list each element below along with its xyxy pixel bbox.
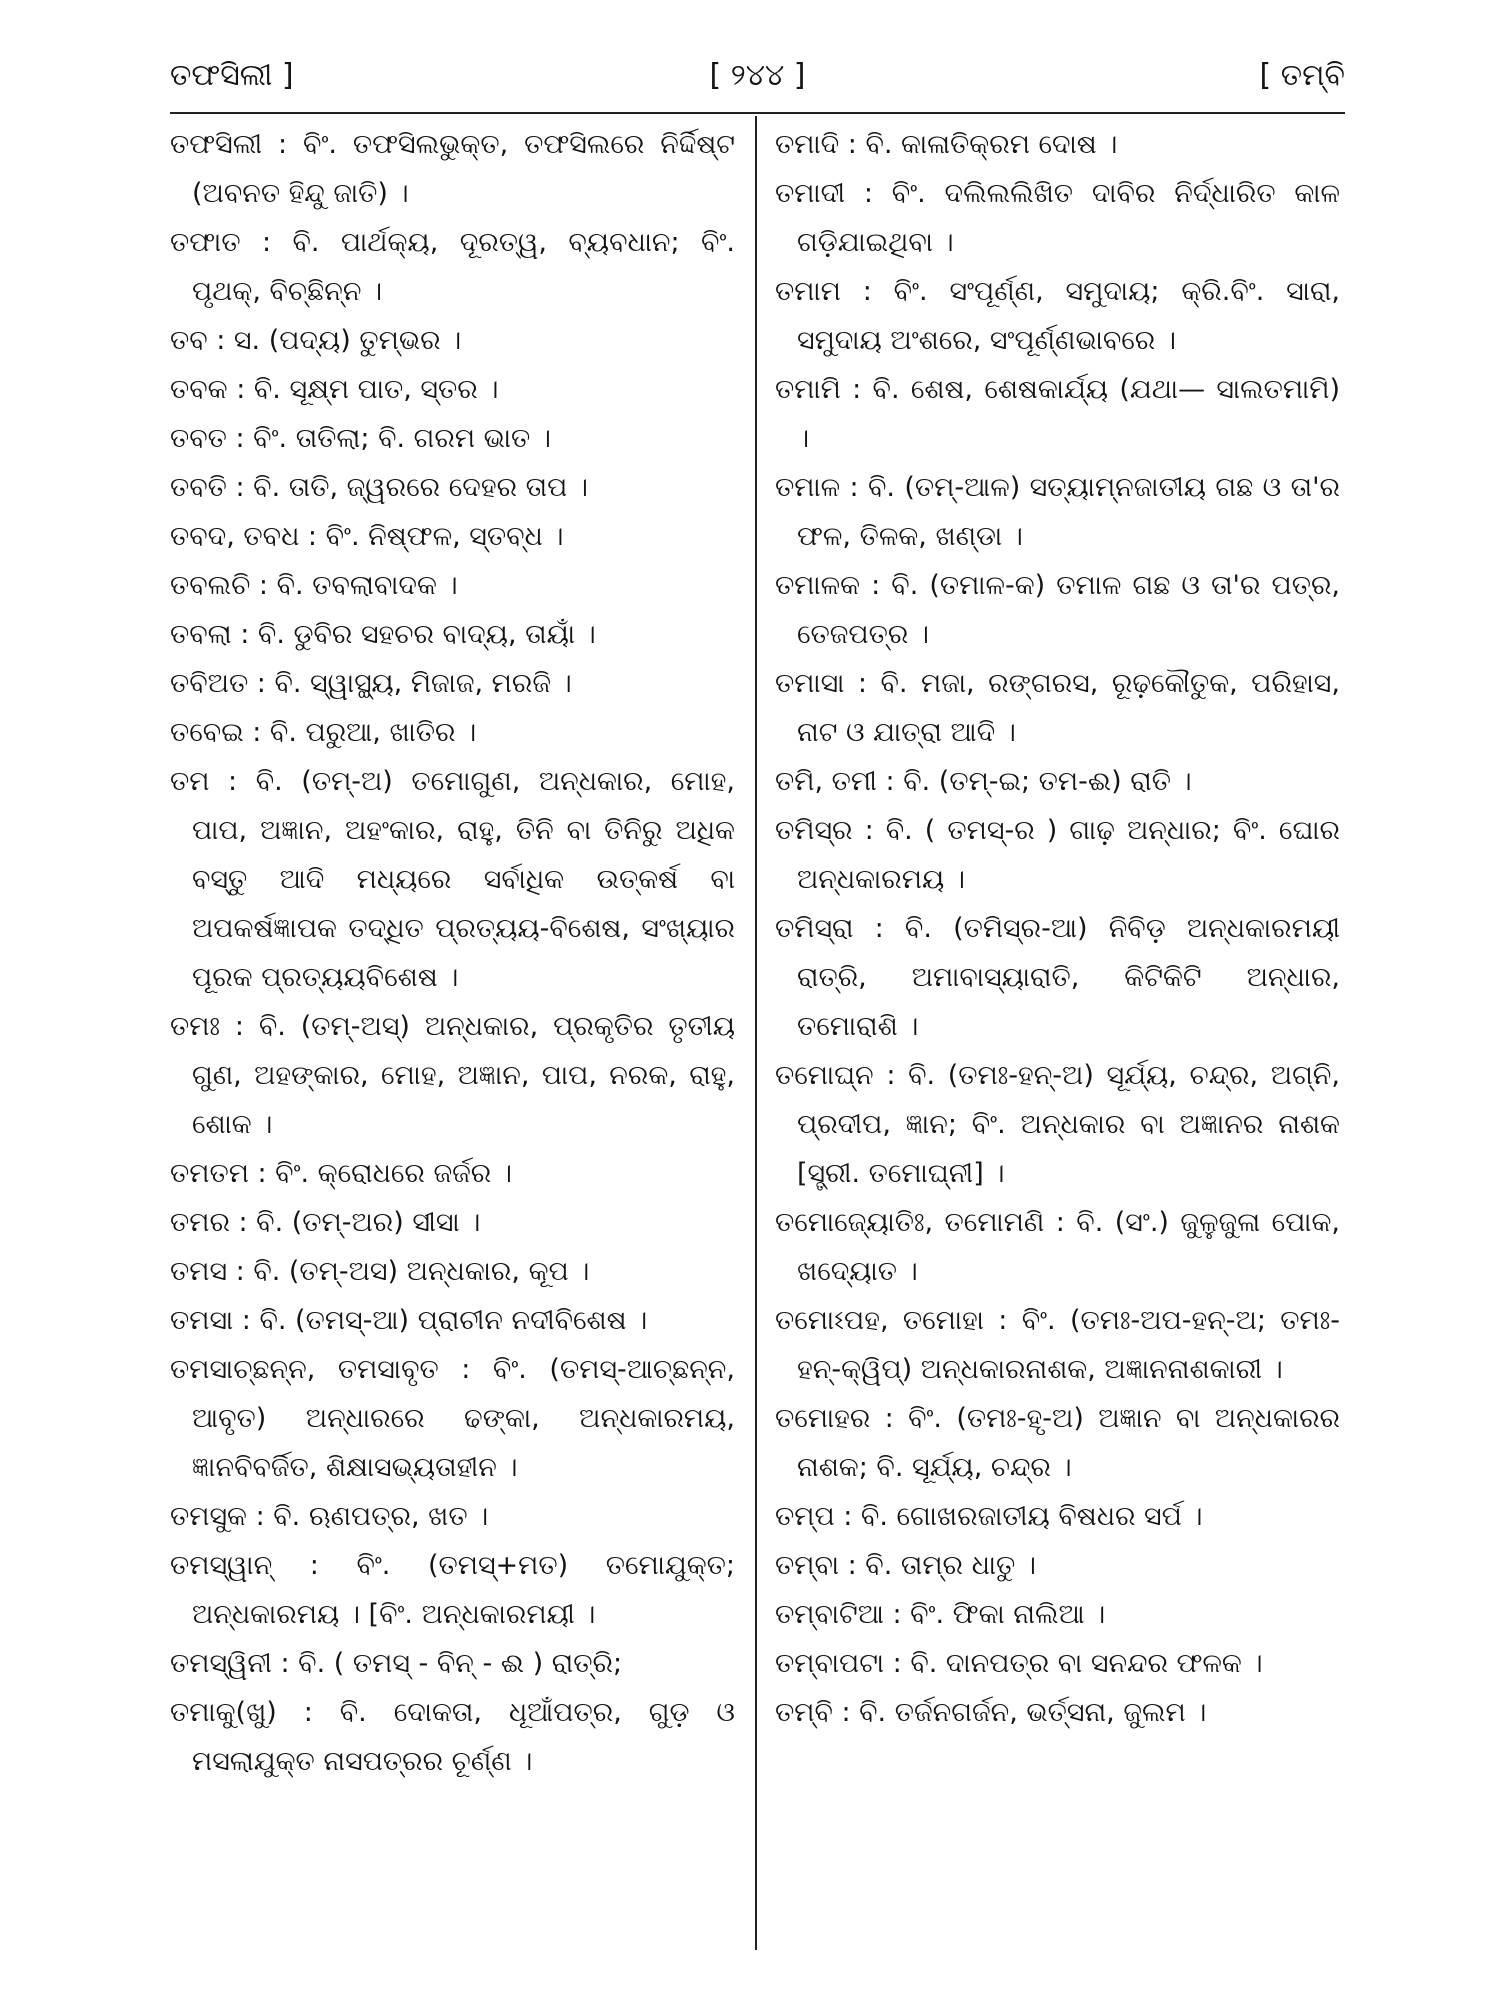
page-header xyxy=(170,50,1345,110)
right-column xyxy=(775,120,1340,1945)
dictionary-entry: ତମ୍ବାପଟା : ବି. ଦାନପତ୍ର ବା ସନନ୍ଦର ଫଳକ । xyxy=(775,1648,1263,1679)
header-last-word: [ ତମ୍ବି xyxy=(1259,58,1345,93)
dictionary-entry: ତମିସ୍ର : ବି. ( ତମସ୍-ର ) ଗାଢ଼ ଅନ୍ଧାର; ବିଂ. ଘୋର ଅନ୍ଧକାରମୟ । xyxy=(775,815,1340,895)
left-column xyxy=(170,120,735,1945)
dictionary-entry: ତମାଦି : ବି. କାଳାତିକ୍ରମ ଦୋଷ । xyxy=(775,129,1118,160)
dictionary-entry: ତମୋହର : ବିଂ. (ତମଃ-ହୃ-ଅ) ଅଜ୍ଞାନ ବା ଅନ୍ଧକାରର ନାଶକ; ବି. ସୂର୍ଯ୍ୟ, ଚନ୍ଦ୍ର । xyxy=(775,1403,1340,1483)
dictionary-entry: ତମ୍ବା : ବି. ତାମ୍ର ଧାତୁ । xyxy=(775,1550,1036,1581)
dictionary-entry: ତମସା : ବି. (ତମସ୍-ଆ) ପ୍ରାଚୀନ ନଦୀବିଶେଷ । xyxy=(170,1305,648,1336)
header-rule xyxy=(170,112,1345,114)
dictionary-entry: ତମ୍ପ : ବି. ଗୋଖରଜାତୀୟ ବିଷଧର ସର୍ପ । xyxy=(775,1501,1203,1532)
dictionary-entry: ତମ୍ବାଟିଆ : ବିଂ. ଫିକା ନାଲିଆ । xyxy=(775,1599,1106,1630)
dictionary-entry: ତବେଇ : ବି. ପରୁଆ, ଖାତିର । xyxy=(170,717,477,748)
dictionary-entry: ତମିସ୍ରା : ବି. (ତମିସ୍ର-ଆ) ନିବିଡ଼ ଅନ୍ଧକାରମୟୀ ରାତ୍ରି, ଅମାବାସ୍ୟାରାତି, କିଟିକିଟି ଅନ୍ଧାର, ତମୋରାଶି । xyxy=(775,913,1340,1042)
dictionary-entry: ତମାକୁ(ଖୁ) : ବି. ଦୋକତା, ଧୂଆଁପତ୍ର, ଗୁଡ଼ ଓ ମସଲାଯୁକ୍ତ ନାସପତ୍ରର ଚୂର୍ଣ୍ଣ । xyxy=(170,1697,735,1777)
dictionary-entry: ତବ : ସ. (ପଦ୍ୟ) ତୁମ୍ଭର । xyxy=(170,325,462,356)
dictionary-entry: ତମସ : ବି. (ତମ୍-ଅସ) ଅନ୍ଧକାର, କୂପ । xyxy=(170,1256,590,1287)
dictionary-entry: ତଫାତ : ବି. ପାର୍ଥକ୍ୟ, ଦୂରତ୍ୱ, ବ୍ୟବଧାନ; ବିଂ. ପୃଥକ୍, ବିଚ୍ଛିନ୍ନ । xyxy=(170,227,735,307)
dictionary-entry: ତମ୍ବି : ବି. ତର୍ଜନଗର୍ଜନ, ଭର୍ତ୍ସନା, ଜୁଲମ । xyxy=(775,1697,1207,1728)
dictionary-entry: ତଫସିଲୀ : ବିଂ. ତଫସିଲଭୁକ୍ତ, ତଫସିଲରେ ନିର୍ଦ୍ଦିଷ୍ଟ (ଅବନତ ହିନ୍ଦୁ ଜାତି) । xyxy=(170,129,735,209)
dictionary-page xyxy=(170,50,1345,1950)
dictionary-entry: ତବଦ, ତବଧ : ବିଂ. ନିଷ୍ଫଳ, ସ୍ତବ୍ଧ । xyxy=(170,521,564,552)
dictionary-entry: ତମାମି : ବି. ଶେଷ, ଶେଷକାର୍ଯ୍ୟ (ଯଥା— ସାଲତମାମି) । xyxy=(775,374,1340,454)
dictionary-entry: ତମାମ : ବିଂ. ସଂପୂର୍ଣ୍ଣ, ସମୁଦାୟ; କ୍ରି.ବିଂ. ସାରା, ସମୁଦାୟ ଅଂଶରେ, ସଂପୂର୍ଣ୍ଣଭାବରେ । xyxy=(775,276,1340,356)
dictionary-entry: ତମସୁକ : ବି. ଋଣପତ୍ର, ଖତ । xyxy=(170,1501,489,1532)
dictionary-entry: ତମସାଚ୍ଛନ୍ନ, ତମସାବୃତ : ବିଂ. (ତମସ୍-ଆଚ୍ଛନ୍ନ, ଆବୃତ) ଅନ୍ଧାରରେ ଢଙ୍କା, ଅନ୍ଧକାରମୟ, ଜ୍ଞାନବିବର୍ଜିତ, ଶିକ୍ଷାସଭ୍ୟତାହୀନ । xyxy=(170,1354,735,1483)
dictionary-entry: ତମାଳକ : ବି. (ତମାଳ-କ) ତମାଳ ଗଛ ଓ ତା'ର ପତ୍ର, ତେଜପତ୍ର । xyxy=(775,570,1340,650)
header-first-word: ତଫସିଲୀ ] xyxy=(170,58,294,93)
dictionary-entry: ତମସ୍ୱିନୀ : ବି. ( ତମସ୍ - ବିନ୍ - ଈ ) ରାତ୍ରି; xyxy=(170,1648,623,1679)
dictionary-entry: ତବକ : ବି. ସୂକ୍ଷ୍ମ ପାତ, ସ୍ତର । xyxy=(170,374,499,405)
dictionary-entry: ତମାସା : ବି. ମଜା, ରଙ୍ଗରସ, ରୂଢ଼କୌତୁକ, ପରିହାସ, ନାଟ ଓ ଯାତ୍ରା ଆଦି । xyxy=(775,668,1340,748)
dictionary-entry: ତବିଅତ : ବି. ସ୍ୱାସ୍ଥ୍ୟ, ମିଜାଜ, ମରଜି । xyxy=(170,668,572,699)
dictionary-entry: ତମୋଜ୍ୟୋତିଃ, ତମୋମଣି : ବି. (ସଂ.) ଜୁଳୁଜୁଳା ପୋକ, ଖଦ୍ୟୋତ । xyxy=(775,1207,1340,1287)
dictionary-entry: ତମାଦୀ : ବିଂ. ଦଲିଲଲିଖିତ ଦାବିର ନିର୍ଦ୍ଧାରିତ କାଳ ଗଡ଼ିଯାଇଥିବା । xyxy=(775,178,1340,258)
column-divider xyxy=(755,116,757,1950)
dictionary-entry: ତମି, ତମୀ : ବି. (ତମ୍-ଇ; ତମ-ଈ) ରାତି । xyxy=(775,766,1192,797)
dictionary-entry: ତମଃ : ବି. (ତମ୍-ଅସ୍) ଅନ୍ଧକାର, ପ୍ରକୃତିର ତୃତୀୟ ଗୁଣ, ଅହଙ୍କାର, ମୋହ, ଅଜ୍ଞାନ, ପାପ, ନରକ, ରାହୁ, ଶୋକ । xyxy=(170,1011,735,1140)
dictionary-entry: ତମସ୍ୱାନ୍ : ବିଂ. (ତମସ୍+ମତ) ତମୋଯୁକ୍ତ; ଅନ୍ଧକାରମୟ । [ବିଂ. ଅନ୍ଧକାରମୟୀ । xyxy=(170,1550,735,1630)
dictionary-entry: ତବତ : ବିଂ. ତାତିଲା; ବି. ଗରମ ଭାତ । xyxy=(170,423,552,454)
dictionary-entry: ତମତମ : ବିଂ. କ୍ରୋଧରେ ଜର୍ଜର । xyxy=(170,1158,512,1189)
dictionary-entry: ତବଲା : ବି. ଡୁବିର ସହଚର ବାଦ୍ୟ, ତାୟାଁ । xyxy=(170,619,596,650)
dictionary-entry: ତମର : ବି. (ତମ୍-ଅର) ସୀସା । xyxy=(170,1207,481,1238)
dictionary-entry: ତମାଳ : ବି. (ତମ୍-ଆଳ) ସତ୍ୟାମ୍ନଜାତୀୟ ଗଛ ଓ ତା'ର ଫଳ, ତିଳକ, ଖଣ୍ଡା । xyxy=(775,472,1340,552)
dictionary-entry: ତବଲଚି : ବି. ତବଲାବାଦକ । xyxy=(170,570,458,601)
dictionary-entry: ତମ : ବି. (ତମ୍-ଅ) ତମୋଗୁଣ, ଅନ୍ଧକାର, ମୋହ, ପାପ, ଅଜ୍ଞାନ, ଅହଂକାର, ରାହୁ, ତିନି ବା ତିନିରୁ ଅଧିକ ବସ୍ତୁ ଆଦି ମଧ୍ୟରେ ସର୍ବାଧିକ ଉତ୍କର୍ଷ ବା ଅପକର୍ଷଜ୍ଞାପକ ତଦ୍ଧିତ ପ୍ରତ୍ୟୟ-ବିଶେଷ, ସଂଖ୍ୟାର ପୂରକ ପ୍ରତ୍ୟୟବିଶେଷ । xyxy=(170,766,735,993)
dictionary-entry: ତମୋଘ୍ନ : ବି. (ତମଃ-ହନ୍-ଅ) ସୂର୍ଯ୍ୟ, ଚନ୍ଦ୍ର, ଅଗ୍ନି, ପ୍ରଦୀପ, ଜ୍ଞାନ; ବିଂ. ଅନ୍ଧକାର ବା ଅଜ୍ଞାନର ନାଶକ [ସ୍ତ୍ରୀ. ତମୋଘ୍ନୀ] । xyxy=(775,1060,1340,1189)
dictionary-entry: ତବତି : ବି. ତାତି, ଜ୍ୱରରେ ଦେହର ତାପ । xyxy=(170,472,589,503)
dictionary-entry: ତମୋଽପହ, ତମୋହା : ବିଂ. (ତମଃ-ଅପ-ହନ୍-ଅ; ତମଃ-ହନ୍-କ୍ୱିପ୍) ଅନ୍ଧକାରନାଶକ, ଅଜ୍ଞାନନାଶକାରୀ । xyxy=(775,1305,1340,1385)
page-number: [ ୨୪୪ ] xyxy=(709,58,806,93)
